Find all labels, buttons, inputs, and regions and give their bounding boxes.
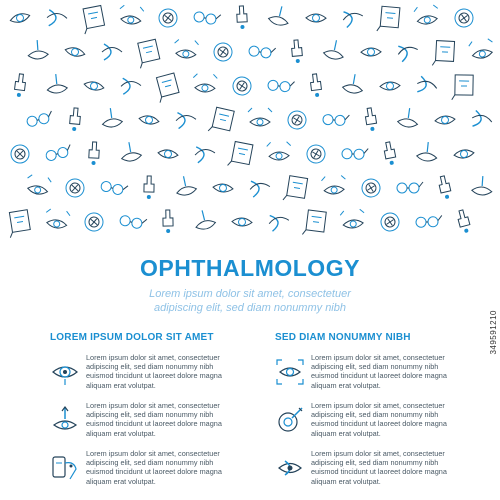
item-text-line: euismod tincidunt ut laoreet dolore magna <box>311 371 447 381</box>
eye-exam-icon <box>413 4 439 25</box>
list-item <box>275 353 485 397</box>
item-text-line: adipiscing elit, sed diam nonummy nibh <box>86 410 214 420</box>
eye-icon <box>435 115 456 125</box>
glasses-icon <box>100 180 128 197</box>
glasses-icon <box>342 148 368 160</box>
eye-chart-icon <box>208 107 234 136</box>
contact-lens-icon <box>471 110 494 130</box>
eye-exam-icon <box>174 39 199 59</box>
lens-icon <box>213 42 234 63</box>
list-item <box>275 401 485 445</box>
surgery-eye-icon <box>174 174 198 197</box>
glasses-icon <box>397 182 423 193</box>
glasses-icon <box>119 214 147 230</box>
contact-lens-icon <box>102 44 122 60</box>
lens-icon <box>11 145 29 163</box>
item-text-line: euismod tincidunt ut laoreet dolore magna <box>86 419 222 429</box>
glasses-icon <box>268 79 295 93</box>
eye-icon <box>83 80 104 92</box>
contact-lens-icon <box>415 76 438 96</box>
lens-icon <box>305 143 327 165</box>
eye-icon <box>213 183 234 193</box>
item-text-line: euismod tincidunt ut laoreet dolore magna <box>86 467 222 477</box>
list-item <box>50 353 260 397</box>
list-item <box>50 449 260 493</box>
item-text-line: Lorem ipsum dolor sit amet, consectetuer <box>86 353 220 362</box>
lens-icon <box>360 177 382 199</box>
eye-icon <box>64 46 85 58</box>
eye-chart-icon <box>283 175 308 203</box>
eye-drop-icon <box>144 176 154 199</box>
item-text-line: Lorem ipsum dolor sit amet, consectetuer <box>86 449 220 458</box>
item-text-line: aliquam erat volutpat. <box>86 428 156 438</box>
eye-chart-icon <box>135 39 161 68</box>
eye-chart-icon <box>377 6 400 33</box>
list-item <box>275 449 485 493</box>
eye-exam-icon <box>25 174 52 196</box>
eye-drop-icon <box>236 6 247 29</box>
eye-chart-icon <box>452 75 473 100</box>
item-text-line: Lorem ipsum dolor sit amet, consectetuer <box>311 353 445 362</box>
subtitle-line: Lorem ipsum dolor sit amet, consectetuer <box>149 288 351 300</box>
item-text-line: aliquam erat volutpat. <box>311 428 381 438</box>
surgery-eye-icon <box>397 107 419 129</box>
eye-chart-icon <box>6 210 31 238</box>
contact-lens-icon <box>249 179 271 198</box>
page-title: OPHTHALMOLOGY <box>140 255 360 281</box>
item-text-line: Lorem ipsum dolor sit amet, consectetuer <box>311 401 445 410</box>
eye-drop-icon <box>437 175 452 200</box>
item-text-line: euismod tincidunt ut laoreet dolore magna <box>86 371 222 381</box>
eye-icon <box>361 48 381 56</box>
eye-drop-icon <box>383 141 397 165</box>
eye-icon <box>380 81 400 90</box>
contact-lens-icon <box>275 453 305 483</box>
item-text-line: euismod tincidunt ut laoreet dolore magna <box>311 419 447 429</box>
eye-icon <box>158 149 179 159</box>
eye-chart-icon <box>228 141 253 170</box>
surgery-eye-icon <box>119 140 142 162</box>
contact-lens-icon <box>47 10 68 27</box>
contact-lens-icon <box>121 78 142 95</box>
glasses-icon <box>45 145 73 162</box>
glasses-icon <box>193 10 221 25</box>
pattern-svg <box>0 0 500 245</box>
eye-icon <box>232 217 252 226</box>
surgery-eye-icon <box>192 208 216 231</box>
item-text-line: aliquam erat volutpat. <box>311 380 381 390</box>
surgery-eye-icon <box>268 4 292 27</box>
contact-lens-icon <box>194 145 216 163</box>
eye-exam-icon <box>340 209 366 229</box>
eye-laser-icon <box>50 405 80 435</box>
eye-exam-icon <box>321 175 346 195</box>
lens-icon <box>379 211 400 232</box>
lens-icon <box>84 212 104 232</box>
contact-lens-icon <box>396 42 419 62</box>
glasses-icon <box>323 113 350 126</box>
item-text-line: adipiscing elit, sed diam nonummy nibh <box>311 362 439 372</box>
lens-icon <box>231 75 252 96</box>
surgery-eye-icon <box>416 141 438 162</box>
surgery-eye-icon <box>342 72 365 94</box>
eye-chart-icon <box>432 40 454 66</box>
eye-drop-icon <box>310 73 323 97</box>
eye-icon <box>306 14 326 22</box>
subtitle-line: adipiscing elit, sed diam nonummy nibh <box>154 302 346 314</box>
eye-drop-icon <box>14 73 27 97</box>
eye-surgery-icon <box>275 405 305 435</box>
eye-exam-icon <box>468 38 495 60</box>
eye-icon <box>50 357 80 387</box>
eye-drop-icon <box>88 142 99 165</box>
eye-drop-icon <box>364 107 377 131</box>
eye-exam-icon <box>267 142 292 161</box>
surgery-eye-icon <box>472 175 493 195</box>
item-text-line: euismod tincidunt ut laoreet dolore magna <box>311 467 447 477</box>
eye-chart-icon <box>80 5 105 34</box>
item-text-line: adipiscing elit, sed diam nonummy nibh <box>311 458 439 468</box>
glasses-icon <box>26 111 54 127</box>
eye-exam-icon <box>118 5 144 25</box>
surgery-eye-icon <box>100 107 122 129</box>
item-text-line: adipiscing elit, sed diam nonummy nibh <box>311 410 439 420</box>
item-text-line: aliquam erat volutpat. <box>86 476 156 486</box>
surgery-eye-icon <box>323 38 347 61</box>
item-text-line: aliquam erat volutpat. <box>86 380 156 390</box>
item-text-line: aliquam erat volutpat. <box>311 476 381 486</box>
eye-icon <box>9 12 30 25</box>
item-text-line: Lorem ipsum dolor sit amet, consectetuer <box>311 449 445 458</box>
left-column <box>50 332 260 497</box>
contact-lens-icon <box>268 212 290 231</box>
item-text-line: adipiscing elit, sed diam nonummy nibh <box>86 458 214 468</box>
contact-lens-icon <box>342 8 365 28</box>
right-column <box>275 332 485 497</box>
eye-drop-icon <box>163 210 173 233</box>
eye-exam-icon <box>248 108 272 126</box>
item-text-line: Lorem ipsum dolor sit amet, consectetuer <box>86 401 220 410</box>
eye-icon <box>454 149 475 159</box>
eye-drop-icon <box>456 209 472 234</box>
lens-icon <box>286 109 308 131</box>
eye-scan-icon <box>275 357 305 387</box>
glasses-icon <box>416 215 442 227</box>
eye-exam-icon <box>44 208 70 229</box>
contact-lens-icon <box>175 111 196 128</box>
eye-chart-icon <box>154 73 181 103</box>
subtitle <box>100 287 400 315</box>
lens-icon <box>454 8 475 29</box>
eye-drop-icon <box>69 108 81 132</box>
eye-drop-icon <box>291 40 303 64</box>
eye-test-icon <box>50 453 80 483</box>
list-item <box>50 401 260 445</box>
eye-chart-icon <box>302 210 326 237</box>
surgery-eye-icon <box>46 73 68 94</box>
left-column-heading: LOREM IPSUM DOLOR SIT AMET <box>50 332 214 343</box>
surgery-eye-icon <box>27 39 48 59</box>
eye-icon <box>138 114 159 125</box>
eye-exam-icon <box>193 74 218 93</box>
right-column-heading: SED DIAM NONUMMY NIBH <box>275 332 411 343</box>
stock-id: 349591210 <box>489 310 498 355</box>
glasses-icon <box>248 45 275 60</box>
item-text-line: adipiscing elit, sed diam nonummy nibh <box>86 362 214 372</box>
lens-icon <box>66 179 85 198</box>
icon-pattern-banner <box>0 0 500 245</box>
lens-icon <box>158 8 178 28</box>
